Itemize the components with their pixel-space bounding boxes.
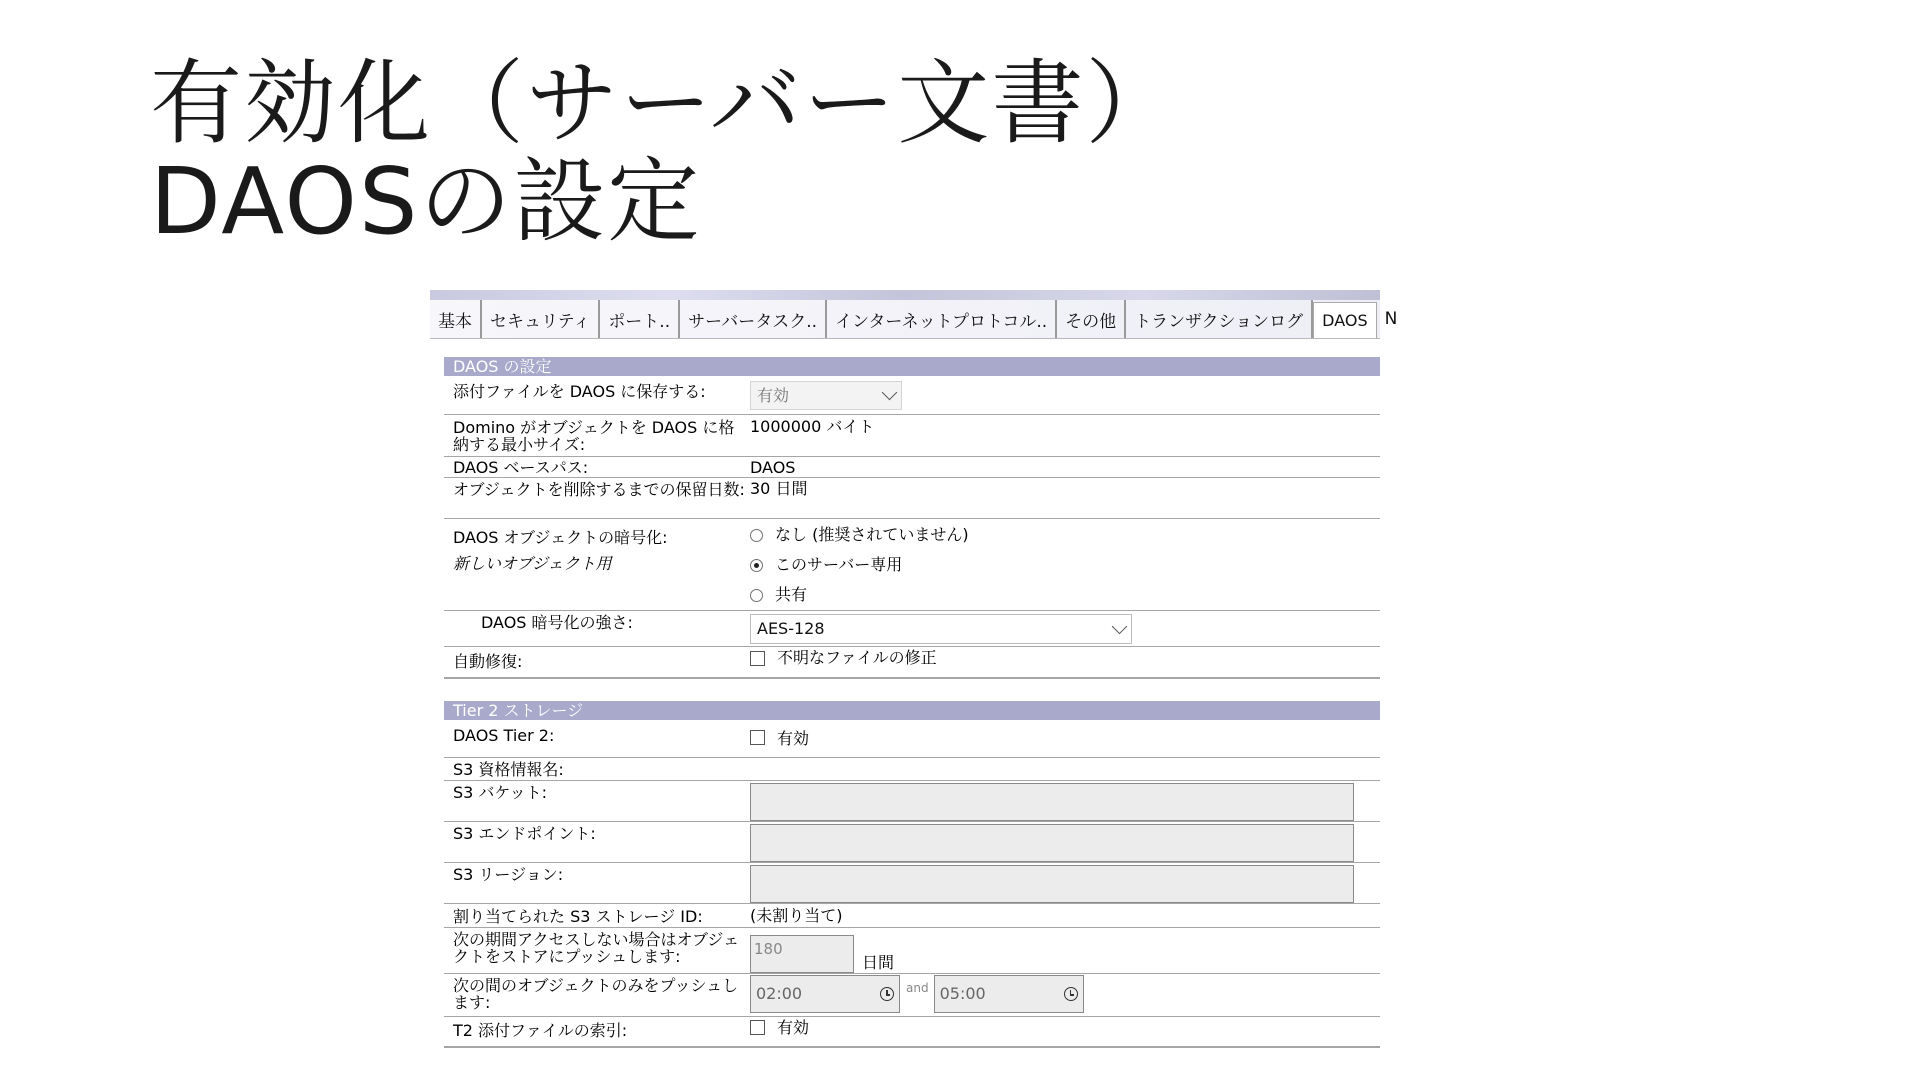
radio-this-server[interactable]: [750, 559, 763, 572]
radio-none-label: なし (推奨されていません): [775, 525, 969, 544]
header-banner: [430, 290, 1380, 300]
base-path-label: DAOS ベースパス:: [453, 458, 589, 477]
store-attachments-value: 有効: [757, 385, 790, 405]
row-push-after: [444, 928, 1380, 974]
s3-bucket-label: S3 バケット:: [453, 783, 548, 802]
push-window-end-input[interactable]: [934, 975, 1084, 1013]
row-tier2-enable: [444, 720, 1380, 758]
row-base-path: [444, 457, 1380, 478]
daos-section-header: DAOS の設定: [444, 357, 1380, 376]
retention-value: 30 日間: [750, 479, 808, 498]
radio-shared-label: 共有: [775, 585, 808, 604]
tab-transaction-log[interactable]: トランザクションログ: [1126, 300, 1313, 338]
tier2-option-label: 有効: [777, 729, 810, 748]
s3-credential-label: S3 資格情報名:: [453, 760, 564, 779]
push-window-start-value: 02:00: [756, 984, 803, 1003]
tier2-section-header: Tier 2 ストレージ: [444, 701, 1380, 720]
row-s3-endpoint: [444, 822, 1380, 863]
tab-next-truncated[interactable]: N: [1384, 309, 1398, 329]
daos-settings-section: [444, 357, 1380, 679]
clock-icon: [1064, 987, 1078, 1001]
radio-option-shared[interactable]: [750, 580, 1380, 610]
clock-icon: [880, 987, 894, 1001]
row-s3-region: [444, 863, 1380, 904]
auto-repair-label: 自動修復:: [453, 652, 523, 671]
encryption-strength-label: DAOS 暗号化の強さ:: [481, 613, 633, 632]
s3-endpoint-label: S3 エンドポイント:: [453, 824, 596, 843]
encryption-strength-value: AES-128: [757, 619, 825, 638]
auto-repair-checkbox[interactable]: [750, 651, 765, 666]
push-days-unit: 日間: [862, 953, 895, 972]
row-push-window: [444, 974, 1380, 1017]
chevron-down-icon: [1112, 618, 1128, 634]
radio-none[interactable]: [750, 529, 763, 542]
row-s3-bucket: [444, 781, 1380, 822]
row-min-size: [444, 415, 1380, 457]
tab-ports[interactable]: ポート..: [600, 300, 680, 338]
slide-title: [150, 50, 1180, 255]
row-s3-credential: [444, 758, 1380, 781]
tier2-label: DAOS Tier 2:: [453, 726, 555, 745]
radio-this-server-label: このサーバー専用: [775, 555, 903, 574]
row-s3-storage-id: [444, 904, 1380, 928]
tier2-storage-section: [444, 701, 1380, 1048]
slide-title-line1: 有効化（サーバー文書）: [150, 50, 1180, 157]
push-after-label: 次の期間アクセスしない場合はオブジェクトをストアにプッシュします:: [453, 930, 740, 966]
push-window-label: 次の間のオブジェクトのみをプッシュします:: [453, 976, 739, 1012]
retention-label: オブジェクトを削除するまでの保留日数:: [453, 480, 745, 499]
auto-repair-option-label: 不明なファイルの修正: [777, 648, 937, 667]
s3-bucket-input[interactable]: [750, 783, 1354, 821]
push-days-input[interactable]: 180: [750, 935, 854, 973]
tier2-checkbox[interactable]: [750, 730, 765, 745]
row-encryption-strength: [444, 611, 1380, 647]
row-retention: [444, 478, 1380, 519]
min-size-label: Domino がオブジェクトを DAOS に格納する最小サイズ:: [453, 418, 735, 454]
tab-bar: [430, 300, 1398, 339]
encryption-sublabel: 新しいオブジェクト用: [453, 554, 612, 573]
t2-index-checkbox[interactable]: [750, 1020, 765, 1035]
store-attachments-label: 添付ファイルを DAOS に保存する:: [453, 382, 706, 401]
encryption-strength-select[interactable]: [750, 614, 1132, 644]
push-window-start-input[interactable]: [750, 975, 900, 1013]
tab-misc[interactable]: その他: [1057, 300, 1126, 338]
t2-index-option-label: 有効: [777, 1018, 810, 1037]
encryption-label: DAOS オブジェクトの暗号化:: [453, 528, 668, 547]
tab-security[interactable]: セキュリティ: [482, 300, 600, 338]
chevron-down-icon: [882, 385, 898, 401]
push-window-end-value: 05:00: [939, 984, 986, 1003]
tab-daos[interactable]: DAOS: [1313, 302, 1376, 338]
tab-basics[interactable]: 基本: [430, 300, 482, 338]
s3-endpoint-input[interactable]: [750, 824, 1354, 862]
push-window-and: and: [906, 981, 929, 995]
row-store-attachments: [444, 376, 1380, 415]
store-attachments-select[interactable]: [750, 381, 902, 410]
radio-shared[interactable]: [750, 589, 763, 602]
server-document-screenshot: [430, 290, 1398, 1048]
radio-option-none[interactable]: [750, 520, 1380, 550]
row-t2-index: [444, 1017, 1380, 1048]
base-path-value: DAOS: [750, 458, 796, 477]
s3-storage-id-value: (未割り当て): [750, 906, 843, 925]
slide-title-line2: DAOSの設定: [150, 148, 702, 255]
s3-region-label: S3 リージョン:: [453, 865, 564, 884]
s3-storage-id-label: 割り当てられた S3 ストレージ ID:: [453, 907, 703, 926]
min-size-value: 1000000 バイト: [750, 417, 875, 436]
tab-server-tasks[interactable]: サーバータスク..: [680, 300, 827, 338]
tab-internet-protocols[interactable]: インターネットプロトコル..: [827, 300, 1057, 338]
t2-index-label: T2 添付ファイルの索引:: [453, 1021, 628, 1040]
s3-region-input[interactable]: [750, 865, 1354, 903]
radio-option-this-server[interactable]: [750, 550, 1380, 580]
row-auto-repair: [444, 647, 1380, 679]
row-encryption: [444, 519, 1380, 611]
